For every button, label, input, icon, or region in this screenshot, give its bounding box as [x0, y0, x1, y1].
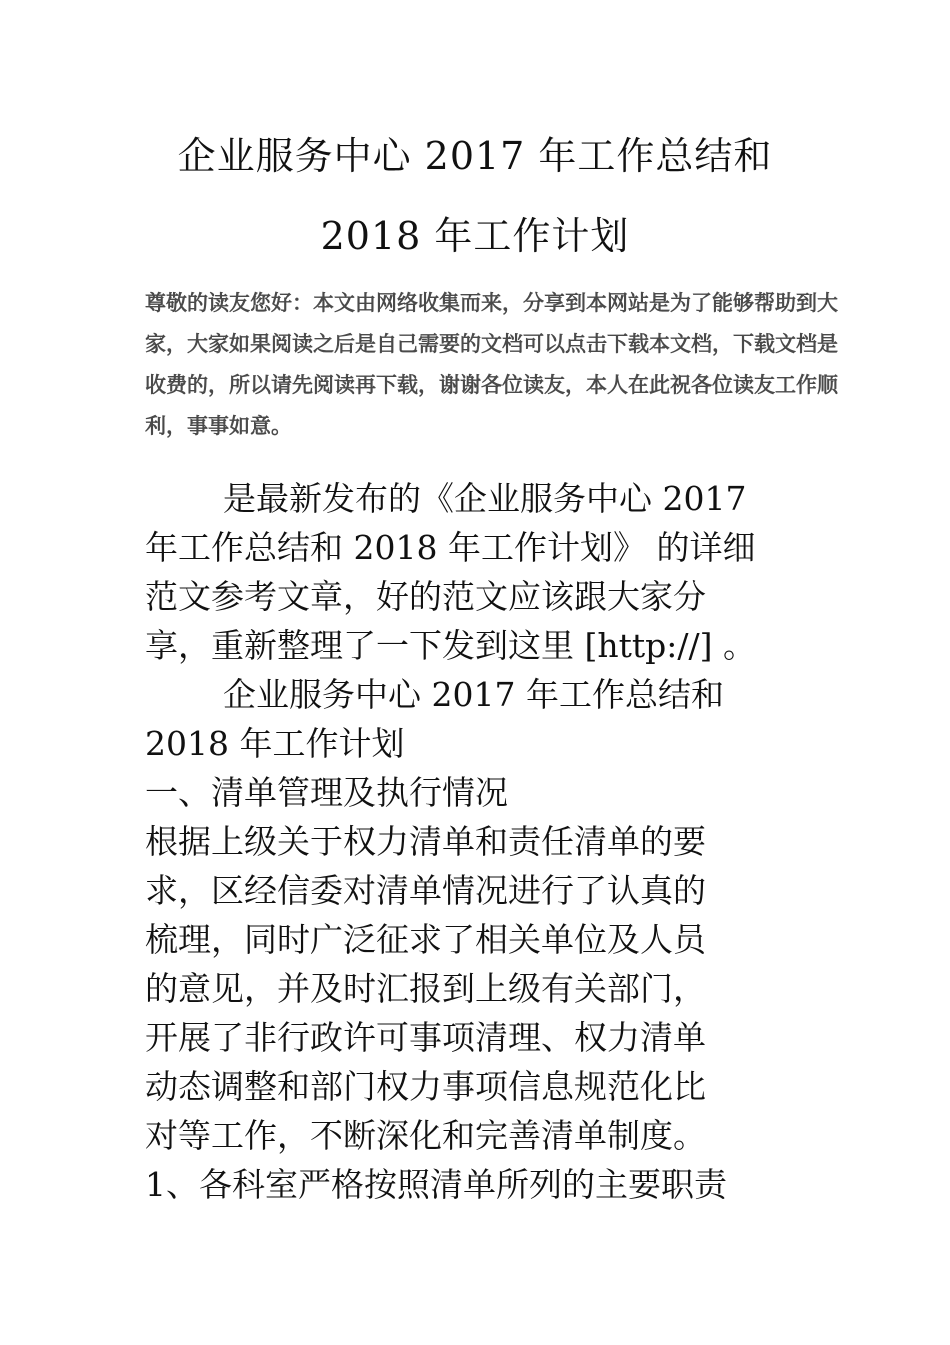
body-line: 2018 年工作计划 [145, 724, 405, 763]
body-line: 对等工作，不断深化和完善清单制度。 [145, 1116, 706, 1155]
body-line: 的意见，并及时汇报到上级有关部门， [145, 969, 706, 1008]
reader-notice [145, 283, 838, 447]
notice-line: 收费的，所以请先阅读再下载，谢谢各位读友，本人在此祝各位读友工作顺 [145, 373, 838, 397]
body-line: 享，重新整理了一下发到这里 [http://] 。 [145, 626, 756, 665]
document-body [145, 474, 825, 1209]
body-line: 1、各科室严格按照清单所列的主要职责 [145, 1165, 727, 1204]
section-heading: 一、清单管理及执行情况 [145, 773, 508, 812]
body-line: 根据上级关于权力清单和责任清单的要 [145, 822, 706, 861]
body-line: 是最新发布的《企业服务中心 2017 [223, 479, 747, 518]
body-line: 范文参考文章，好的范文应该跟大家分 [145, 577, 706, 616]
body-line: 动态调整和部门权力事项信息规范化比 [145, 1067, 706, 1106]
body-line: 年工作总结和 2018 年工作计划》 的详细 [145, 528, 756, 567]
body-line: 求，区经信委对清单情况进行了认真的 [145, 871, 706, 910]
notice-line: 尊敬的读友您好：本文由网络收集而来，分享到本网站是为了能够帮助到大 [145, 291, 838, 315]
document-title-line-2: 2018 年工作计划 [320, 214, 630, 258]
notice-line: 家，大家如果阅读之后是自己需要的文档可以点击下载本文档，下载文档是 [145, 332, 838, 356]
document-title-line-1: 企业服务中心 2017 年工作总结和 [177, 134, 773, 178]
body-line: 梳理，同时广泛征求了相关单位及人员 [145, 920, 706, 959]
body-line: 开展了非行政许可事项清理、权力清单 [145, 1018, 706, 1057]
notice-line: 利，事事如意。 [145, 414, 292, 438]
body-line: 企业服务中心 2017 年工作总结和 [223, 675, 724, 714]
